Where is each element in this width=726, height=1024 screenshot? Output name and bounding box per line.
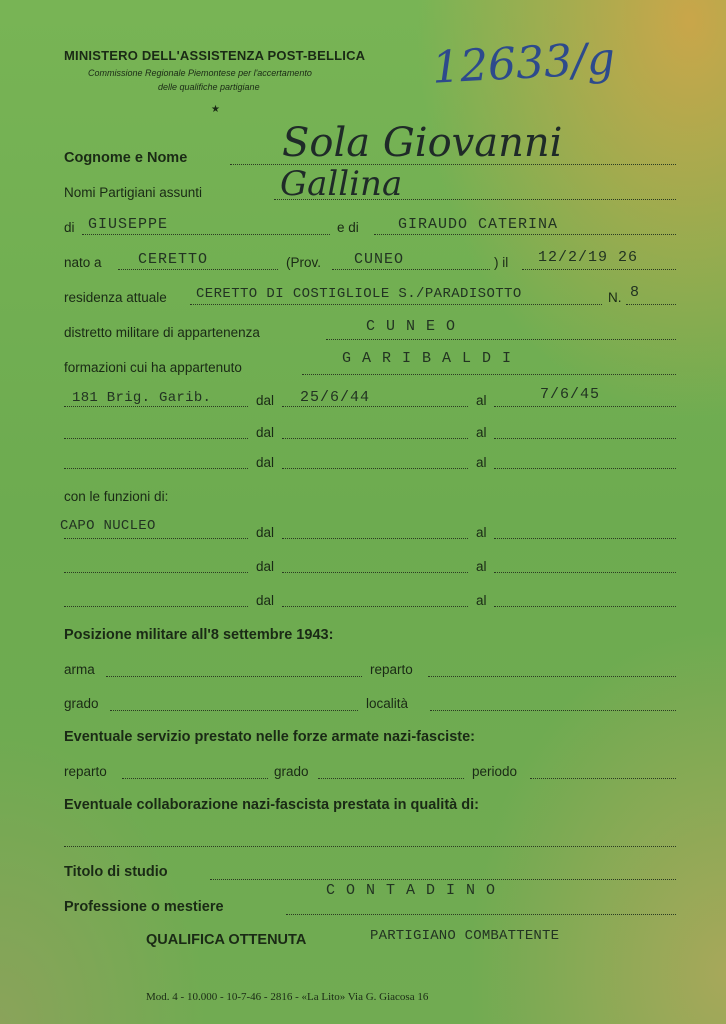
star-icon: ★ — [211, 104, 220, 115]
grado-line — [110, 710, 358, 711]
funzione-1-role: CAPO NUCLEO — [60, 518, 156, 534]
periodo-2-dal-label: dal — [256, 425, 275, 440]
funzione-2-role-line — [64, 572, 248, 573]
n-value: 8 — [630, 284, 641, 301]
servizio-periodo-label: periodo — [472, 764, 518, 779]
periodo-1-al: 7/6/45 — [540, 386, 601, 403]
periodo-3-dal-label: dal — [256, 455, 275, 470]
funzione-2-al-line — [494, 572, 676, 573]
servizio-reparto-line — [122, 778, 268, 779]
n-label: N. — [608, 290, 622, 305]
collaborazione-line — [64, 846, 676, 847]
funzione-3-al-label: al — [476, 593, 487, 608]
nomi-partigiani-label: Nomi Partigiani assunti — [64, 185, 203, 200]
il-label: ) il — [494, 255, 509, 270]
periodo-3-al-label: al — [476, 455, 487, 470]
prov-label: (Prov. — [286, 255, 322, 270]
e-di-label: e di — [337, 220, 359, 235]
qualifica-value: PARTIGIANO COMBATTENTE — [370, 928, 560, 944]
funzione-2-dal-label: dal — [256, 559, 275, 574]
funzione-2-dal-line — [282, 572, 468, 573]
grado-label: grado — [64, 696, 99, 711]
padre-value: GIUSEPPE — [88, 216, 169, 233]
madre-line — [374, 234, 676, 235]
funzione-2-al-label: al — [476, 559, 487, 574]
professione-label: Professione o mestiere — [64, 899, 224, 915]
funzione-1-role-line — [64, 538, 248, 539]
cognome-nome-value: Sola Giovanni — [282, 120, 563, 166]
arma-label: arma — [64, 662, 95, 677]
funzioni-label: con le funzioni di: — [64, 489, 169, 504]
formazioni-label: formazioni cui ha appartenuto — [64, 360, 242, 375]
madre-value: GIRAUDO CATERINA — [398, 216, 559, 233]
periodo-1-unit: 181 Brig. Garib. — [72, 390, 212, 406]
reparto-label: reparto — [370, 662, 413, 677]
form-footer: Mod. 4 - 10.000 - 10-7-46 - 2816 - «La Lito» Via G. Giacosa 16 — [146, 991, 429, 1003]
servizio-reparto-label: reparto — [64, 764, 107, 779]
funzione-1-al-label: al — [476, 525, 487, 540]
nato-a-value: CERETTO — [138, 251, 209, 268]
periodo-2-al-line — [494, 438, 676, 439]
servizio-periodo-line — [530, 778, 676, 779]
funzione-3-role-line — [64, 606, 248, 607]
servizio-grado-line — [318, 778, 464, 779]
formazioni-line — [302, 374, 676, 375]
periodo-1-dal: 25/6/44 — [300, 389, 371, 406]
formazioni-value: G A R I B A L D I — [342, 350, 513, 367]
funzione-1-al-line — [494, 538, 676, 539]
periodo-1-dal-line — [282, 406, 468, 407]
reparto-line — [428, 676, 676, 677]
prov-value: CUNEO — [354, 251, 405, 268]
di-label: di — [64, 220, 75, 235]
servizio-title: Eventuale servizio prestato nelle forze armate nazi-fasciste: — [64, 729, 475, 745]
residenza-label: residenza attuale — [64, 290, 167, 305]
funzione-3-al-line — [494, 606, 676, 607]
periodo-1-dal-label: dal — [256, 393, 275, 408]
commission-line-2: delle qualifiche partigiane — [158, 82, 260, 92]
collaborazione-title: Eventuale collaborazione nazi-fascista prestata in qualità di: — [64, 797, 479, 813]
cognome-nome-label: Cognome e Nome — [64, 150, 188, 166]
titolo-studio-line — [210, 879, 676, 880]
prov-line — [332, 269, 490, 270]
periodo-2-unit-line — [64, 438, 248, 439]
archive-number: 12633/g — [430, 33, 617, 94]
periodo-1-al-line — [494, 406, 676, 407]
n-line — [626, 304, 676, 305]
periodo-2-al-label: al — [476, 425, 487, 440]
funzione-3-dal-label: dal — [256, 593, 275, 608]
funzione-1-dal-label: dal — [256, 525, 275, 540]
periodo-2-dal-line — [282, 438, 468, 439]
arma-line — [106, 676, 362, 677]
periodo-1-al-label: al — [476, 393, 487, 408]
periodo-3-dal-line — [282, 468, 468, 469]
nato-a-label: nato a — [64, 255, 102, 270]
distretto-line — [326, 339, 676, 340]
periodo-3-al-line — [494, 468, 676, 469]
localita-label: località — [366, 696, 409, 711]
professione-line — [286, 914, 676, 915]
nomi-partigiani-value: Gallina — [280, 164, 403, 204]
data-nascita-line — [522, 269, 676, 270]
commission-line-1: Commissione Regionale Piemontese per l'accertamento — [88, 68, 312, 78]
servizio-grado-label: grado — [274, 764, 309, 779]
nato-a-line — [118, 269, 278, 270]
titolo-studio-label: Titolo di studio — [64, 864, 168, 880]
qualifica-label: QUALIFICA OTTENUTA — [146, 932, 307, 948]
funzione-1-dal-line — [282, 538, 468, 539]
residenza-value: CERETTO DI COSTIGLIOLE S./PARADISOTTO — [196, 286, 522, 302]
funzione-3-dal-line — [282, 606, 468, 607]
localita-line — [430, 710, 676, 711]
ministry-title: MINISTERO DELL'ASSISTENZA POST-BELLICA — [64, 48, 366, 63]
periodo-1-unit-line — [64, 406, 248, 407]
data-nascita-value: 12/2/19 26 — [538, 249, 639, 266]
distretto-label: distretto militare di appartenenza — [64, 325, 260, 340]
residenza-line — [190, 304, 602, 305]
professione-value: C O N T A D I N O — [326, 882, 497, 899]
posizione-title: Posizione militare all'8 settembre 1943: — [64, 627, 334, 643]
distretto-value: C U N E O — [366, 318, 457, 335]
periodo-3-unit-line — [64, 468, 248, 469]
padre-line — [82, 234, 330, 235]
